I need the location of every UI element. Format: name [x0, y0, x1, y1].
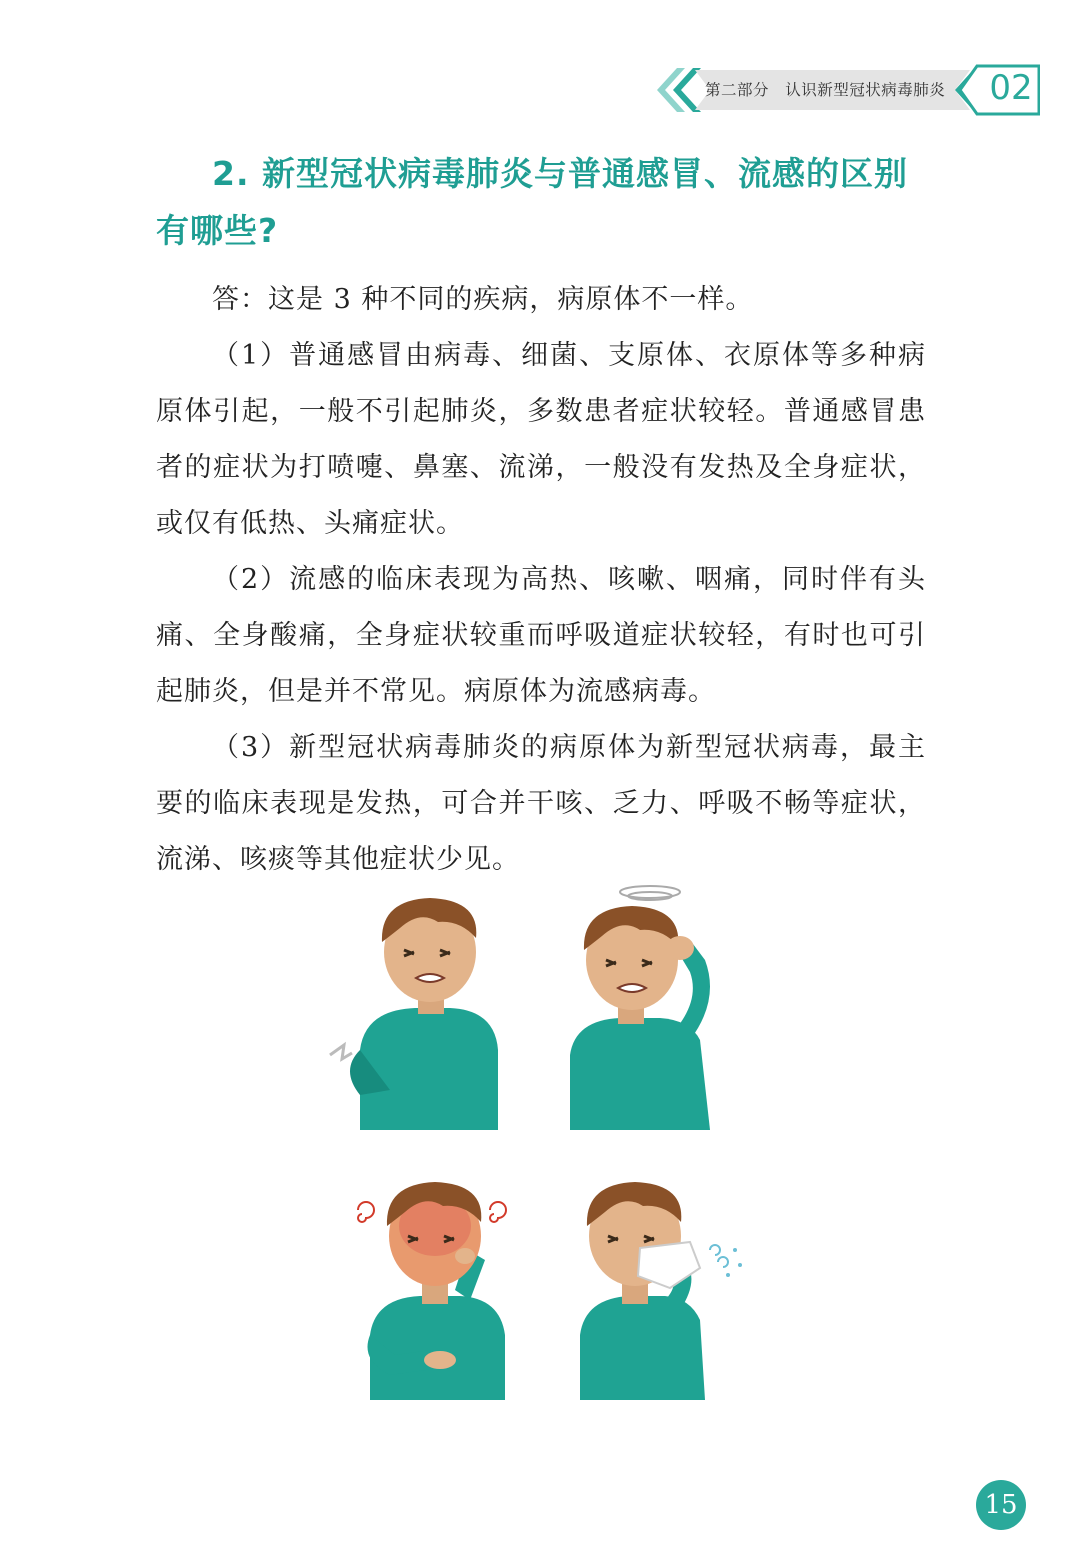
- page-number: 15: [976, 1480, 1026, 1530]
- header-section: 第二部分: [705, 81, 770, 99]
- header-title: [705, 78, 945, 100]
- header-chapter: 认识新型冠状病毒肺炎: [785, 81, 946, 99]
- headache-illustration: [540, 880, 760, 1140]
- paragraph-influenza: （2）流感的临床表现为高热、咳嗽、咽痛，同时伴有头痛、全身酸痛，全身症状较重而呼吸道症状较轻，有时也可引起肺炎，但是并不常见。病原体为流感病毒。: [156, 564, 926, 707]
- back-pain-illustration: [320, 880, 540, 1140]
- sneezing-illustration: [540, 1150, 760, 1410]
- chapter-header: [655, 62, 1040, 118]
- fever-illustration: [340, 1150, 560, 1410]
- chapter-number: 02: [989, 68, 1033, 108]
- paragraph-common-cold: （1）普通感冒由病毒、细菌、支原体、衣原体等多种病原体引起，一般不引起肺炎，多数患者症状较轻。普通感冒患者的症状为打喷嚏、鼻塞、流涕，一般没有发热及全身症状，或仅有低热、头痛症状。: [156, 340, 926, 539]
- answer-body: [156, 272, 926, 888]
- symptom-illustrations: [320, 880, 760, 1410]
- paragraph-covid: （3）新型冠状病毒肺炎的病原体为新型冠状病毒，最主要的临床表现是发热，可合并干咳、乏力、呼吸不畅等症状，流涕、咳痰等其他症状少见。: [156, 732, 926, 875]
- answer-intro: 答：这是 3 种不同的疾病，病原体不一样。: [212, 284, 754, 315]
- question-title: 2. 新型冠状病毒肺炎与普通感冒、流感的区别有哪些?: [156, 154, 908, 250]
